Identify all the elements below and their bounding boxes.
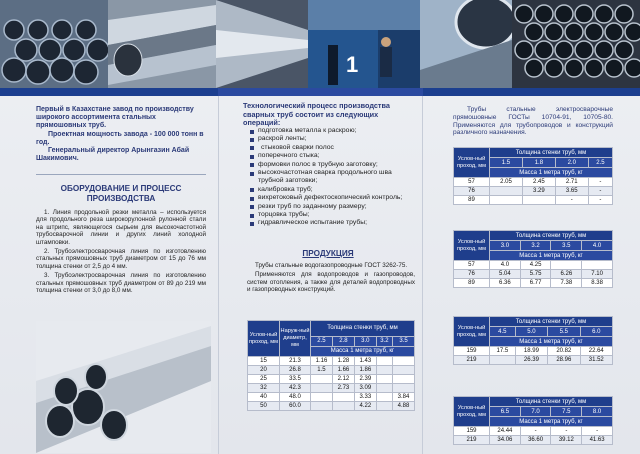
wall-value: 2.8 [332,336,354,346]
electro-text: Трубы стальные электросварочные прямошовные ГОСТы 10704-91, 10705-80. Применяются для трубопроводов и конструкций различного назначения. [453,106,613,137]
table-row [454,347,613,356]
table-cell [311,375,333,384]
equipment-text [36,209,206,296]
table-cell: 42.3 [280,384,311,393]
table-cell: 39.12 [551,436,582,445]
table-cell: 57 [454,178,490,187]
table-cell: - [588,187,612,196]
header-wall: Толщина стенки труб, мм [490,317,613,327]
wall-value: 6.5 [490,407,521,417]
table-row [454,178,613,187]
pipe-perspective-photo [216,0,308,88]
table-cell [392,357,414,366]
table-cell [311,402,333,411]
table-cell: 31.52 [580,356,612,365]
wall-value: 1.5 [490,158,523,168]
table-cell: 17.5 [490,347,516,356]
table-row [454,436,613,445]
intro-line: Генеральный директор Арынгазин Абай Шакимович. [36,147,190,163]
header-wall: Толщина стенки труб, мм [490,397,613,407]
table-cell: 1.86 [354,366,376,375]
company-intro [36,106,206,163]
wall-value: 3.5 [392,336,414,346]
table-cell: 40 [248,393,280,402]
pipe-end-photo [420,0,512,88]
table-cell: 4.88 [392,402,414,411]
table-cell: 34.06 [490,436,521,445]
table-cell: 4.25 [520,261,551,270]
header-diameter: Наруж-ный диаметр, мм [280,321,311,357]
products-title: ПРОДУКЦИЯ [302,249,354,258]
paragraph: 3. Трубоэлектросварочная линия по изготовлению стальных прямошовных труб диаметром от 89 до 219 мм толщина стенки от 3,0 до 8,0 мм. [36,272,206,295]
table-cell: 60.0 [280,402,311,411]
paragraph: Трубы стальные водогазопроводные ГОСТ 3262-75. [255,262,408,269]
process-item: гидравлическое испытание трубы; [249,219,414,227]
table-cell: 57 [454,261,490,270]
table-cell: 48.0 [280,393,311,402]
table-cell: 26.39 [515,356,547,365]
header-wall: Толщина стенки труб, мм [311,321,415,337]
table-cell [392,375,414,384]
table-cell [332,393,354,402]
pipes-photo-1 [0,0,108,88]
table-cell: 89 [454,196,490,205]
header-mass: Масса 1 метра труб, кг [490,168,613,178]
table-cell: - [582,427,613,436]
table-cell [392,366,414,375]
table-cell: 41.63 [582,436,613,445]
header-bore: Услов-ный проход, мм [454,231,490,261]
wall-value: 2.5 [588,158,612,168]
header-mass: Масса 1 метра труб, кг [311,346,415,356]
process-item: подготовка металла к раскрою; [249,127,414,135]
table-cell: 28.96 [548,356,580,365]
table-cell [376,402,392,411]
header-wall: Толщина стенки труб, мм [490,231,613,241]
wall-value: 5.0 [515,327,547,337]
table-cell: - [588,178,612,187]
divider [36,174,206,175]
process-title: Технологический процесс производства сварных труб состоит из следующих операций: [243,101,390,127]
process-item: формовки полос в трубную заготовку; [249,161,414,169]
table-row [248,402,415,411]
table-row [454,261,613,270]
table-row [454,427,613,436]
table-cell: 3.65 [555,187,588,196]
table-cell [551,261,582,270]
process-item-continuation: стыковой сварки полос [249,144,414,152]
table-cell [376,384,392,393]
table-cell [311,393,333,402]
table-cell: 219 [454,436,490,445]
wall-value: 7.0 [520,407,551,417]
table-cell: 33.5 [280,375,311,384]
brand-band [218,88,423,96]
wall-value: 3.2 [376,336,392,346]
table-row [248,384,415,393]
column-right [423,96,640,454]
table-cell: 2.12 [332,375,354,384]
pipes-photo-2 [108,0,216,88]
wall-value: 7.5 [551,407,582,417]
factory-worker-photo [308,0,420,88]
process-item: резки труб по заданному размеру; [249,203,414,211]
wall-value: 3.0 [490,241,521,251]
brand-band [0,88,218,96]
products-text [247,262,415,296]
table-cell: 1.66 [332,366,354,375]
header-mass: Масса 1 метра труб, кг [490,251,613,261]
table-cell: 6.77 [520,279,551,288]
column-middle [218,96,423,454]
table-cell: 50 [248,402,280,411]
process-item: поперечного стыка; [249,152,414,160]
svg-text:1: 1 [346,52,359,77]
table-cell: 20.82 [548,347,580,356]
table-cell: 21.3 [280,357,311,366]
table-row [248,357,415,366]
table-cell [490,187,523,196]
table-cell: 4.22 [354,402,376,411]
header-bore: Услов-ный проход, мм [454,148,490,178]
table-cell: 32 [248,384,280,393]
header-bore: Услов-ный проход, мм [248,321,280,357]
table-cell: 1.16 [311,357,333,366]
table-cell: 89 [454,279,490,288]
table-cell [522,196,555,205]
table-cell: 4.0 [490,261,521,270]
table-cell: 1.43 [354,357,376,366]
table-cell [376,366,392,375]
table-row [248,393,415,402]
table-cell: 7.38 [551,279,582,288]
table-cell [376,375,392,384]
wall-value: 3.5 [551,241,582,251]
table-cell: 2.05 [490,178,523,187]
table-row [454,187,613,196]
brand-band [423,88,640,96]
table-cell: 5.04 [490,270,521,279]
table-cell: 3.84 [392,393,414,402]
pipe-bundle-photo [36,321,211,453]
water-gas-pipe-table [247,320,415,411]
table-cell: 1.5 [311,366,333,375]
table-cell: 2.73 [332,384,354,393]
wall-value: 5.5 [548,327,580,337]
wall-value: 3.2 [520,241,551,251]
table-cell: 3.29 [522,187,555,196]
intro-line: Проектная мощность завода - 100 000 тонн в год. [36,130,204,146]
process-item: высокочастотная сварка продольного шва трубной заготовки; [249,169,414,186]
wall-value: 4.0 [582,241,613,251]
table-cell [582,261,613,270]
table-cell: 18.99 [515,347,547,356]
paragraph: 1. Линия продольной резки металла – используется для продольного реза широкорулонной рулонной стали на штрипс, являющегося сырьем для высокочастотной трубосварочной линии и других линий холодной штамповки. [36,209,206,246]
table-cell: 1.28 [332,357,354,366]
equipment-title: ОБОРУДОВАНИЕ И ПРОЦЕСС ПРОИЗВОДСТВА [60,184,182,203]
header-mass: Масса 1 метра труб, кг [490,337,613,347]
table-row [454,279,613,288]
wall-value: 4.5 [490,327,516,337]
wall-value: 1.8 [522,158,555,168]
electro-pipe-table [453,230,613,288]
table-cell: 26.8 [280,366,311,375]
column-left [0,96,218,454]
table-cell: 7.10 [582,270,613,279]
header-mass: Масса 1 метра труб, кг [490,417,613,427]
wall-value: 2.0 [555,158,588,168]
process-list [249,127,414,228]
electro-pipe-table [453,147,613,205]
table-cell: 8.38 [582,279,613,288]
process-item: вихретоковый дефектоскопический контроль; [249,194,414,202]
table-cell: 22.64 [580,347,612,356]
table-cell [376,357,392,366]
table-cell: 3.09 [354,384,376,393]
wall-value: 3.0 [354,336,376,346]
paragraph: Применяются для водопроводов и газопроводов, систем отопления, а также для деталей водопроводных и газопроводных конструкций. [247,271,415,294]
table-cell [311,384,333,393]
table-cell: 24.44 [490,427,521,436]
table-cell [490,196,523,205]
process-item: калибровка труб; [249,186,414,194]
table-cell: 219 [454,356,490,365]
table-cell: 159 [454,347,490,356]
table-cell: - [551,427,582,436]
table-cell: 2.45 [522,178,555,187]
table-cell: - [588,196,612,205]
table-cell [392,384,414,393]
header-bore: Услов-ный проход, мм [454,397,490,427]
table-cell: 2.39 [354,375,376,384]
table-cell [376,393,392,402]
table-cell: 2.71 [555,178,588,187]
table-cell: 76 [454,187,490,196]
pipes-stack-photo [512,0,640,88]
table-cell: 20 [248,366,280,375]
wall-value: 8.0 [582,407,613,417]
electro-pipe-table [453,316,613,365]
table-row [248,366,415,375]
table-cell [490,356,516,365]
table-row [248,375,415,384]
table-cell: - [520,427,551,436]
paragraph: 2. Трубоэлектросварочная линия по изготовлению стальных прямошовных труб диаметром от 15 до 76 мм толщина стенки от 2,5 до 4 мм. [36,248,206,270]
intro-line: Первый в Казахстане завод по производству широкого ассортимента стальных прямошовных труб. [36,106,194,130]
header-wall: Толщина стенки труб, мм [490,148,613,158]
header-bore: Услов-ный проход, мм [454,317,490,347]
table-cell: 6.36 [490,279,521,288]
table-row [454,356,613,365]
table-cell: 6.26 [551,270,582,279]
table-cell: 15 [248,357,280,366]
table-cell [332,402,354,411]
table-cell: 5.75 [520,270,551,279]
table-cell: 25 [248,375,280,384]
table-row [454,196,613,205]
process-item: торцовка трубы; [249,211,414,219]
wall-value: 2.5 [311,336,333,346]
table-cell: - [555,196,588,205]
table-cell: 159 [454,427,490,436]
table-row [454,270,613,279]
wall-value: 6.0 [580,327,612,337]
table-cell: 76 [454,270,490,279]
table-cell: 3.33 [354,393,376,402]
electro-pipe-table [453,396,613,445]
process-item: раскрой ленты; [249,135,414,143]
table-cell: 36.60 [520,436,551,445]
